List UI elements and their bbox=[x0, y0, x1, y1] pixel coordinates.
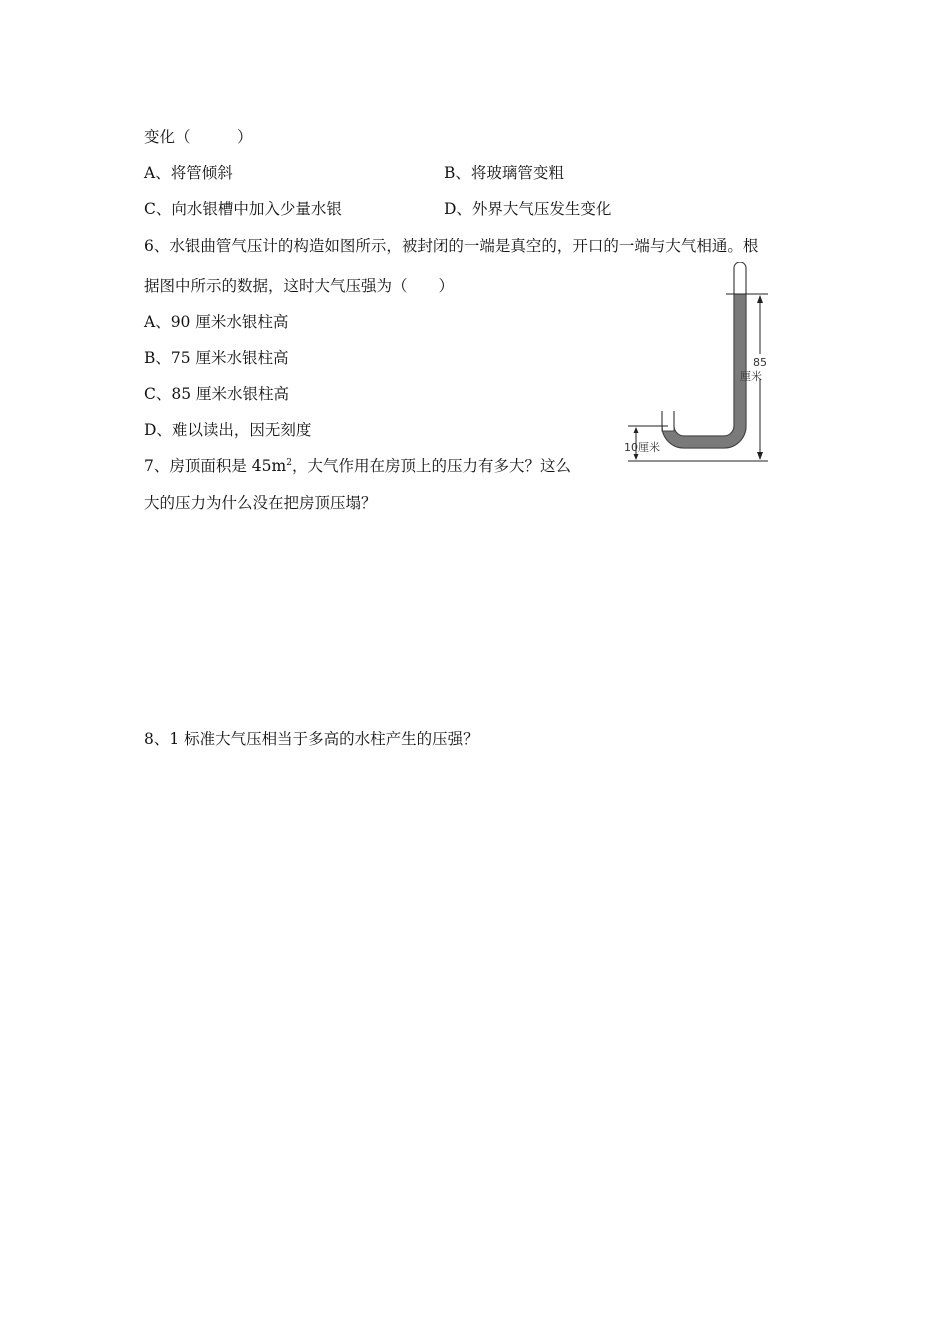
q6-option-a: A、90 厘米水银柱高 bbox=[144, 313, 289, 331]
q7-line1 bbox=[144, 456, 571, 476]
q6-option-b: B、75 厘米水银柱高 bbox=[144, 349, 289, 367]
tall-dimension-number: 85 bbox=[753, 356, 767, 369]
q5-continuation: 变化（ ） bbox=[144, 128, 253, 146]
short-dimension-label: 10厘米 bbox=[624, 441, 660, 454]
tall-dimension-unit: 厘米 bbox=[740, 370, 762, 383]
q7-superscript: 2 bbox=[286, 458, 292, 468]
q5-option-d: D、外界大气压发生变化 bbox=[444, 200, 612, 218]
q8-question: 8、1 标准大气压相当于多高的水柱产生的压强？ bbox=[144, 730, 479, 748]
glass-tube-outline bbox=[662, 262, 746, 448]
q6-stem-line2: 据图中所示的数据，这时大气压强为（ ） bbox=[144, 277, 455, 295]
q6-option-c: C、85 厘米水银柱高 bbox=[144, 385, 290, 403]
q6-stem-line1: 6、水银曲管气压计的构造如图所示，被封闭的一端是真空的，开口的一端与大气相通。根 bbox=[144, 237, 759, 255]
q5-option-c: C、向水银槽中加入少量水银 bbox=[144, 200, 342, 218]
tall-arrow-down bbox=[757, 452, 763, 460]
mercury-barometer-figure bbox=[622, 262, 772, 468]
q7-line2: 大的压力为什么没在把房顶压塌？ bbox=[144, 494, 377, 512]
short-arrow-down bbox=[634, 454, 639, 460]
q7-line1-before: 7、房顶面积是 45m bbox=[144, 457, 287, 475]
q7-line1-after: ，大气作用在房顶上的压力有多大？这么 bbox=[291, 457, 571, 475]
q5-option-b: B、将玻璃管变粗 bbox=[444, 164, 564, 182]
tall-arrow-up bbox=[757, 295, 763, 303]
q5-option-a: A、将管倾斜 bbox=[144, 164, 233, 182]
q6-option-d: D、难以读出，因无刻度 bbox=[144, 421, 312, 439]
short-arrow-up bbox=[634, 427, 639, 433]
